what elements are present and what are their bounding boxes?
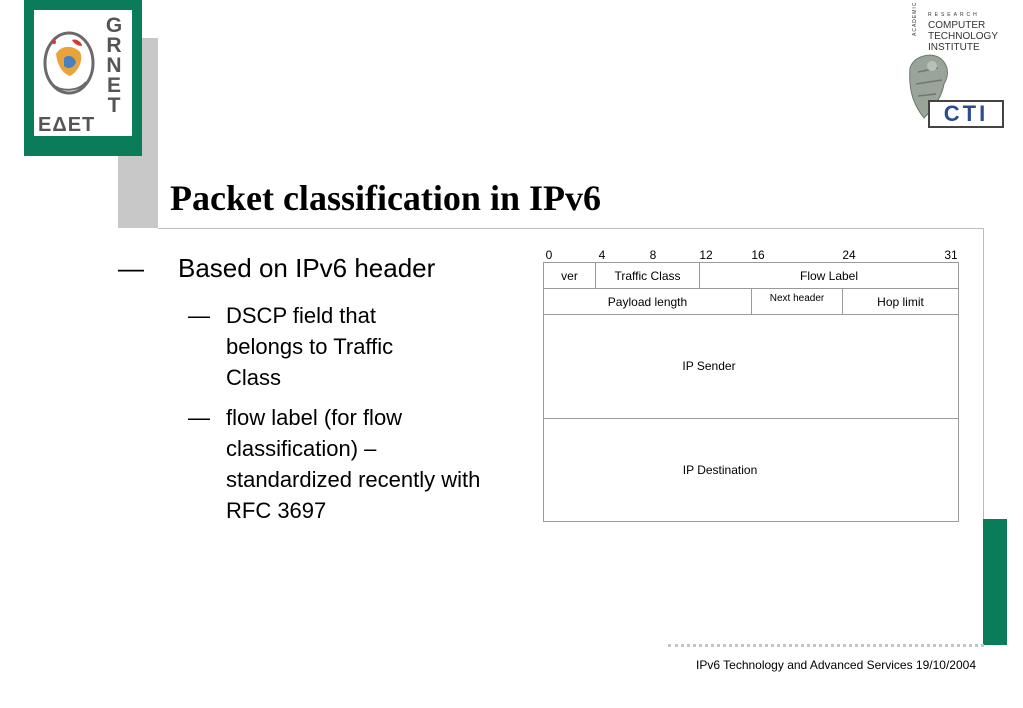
bit-label: 24: [842, 248, 856, 262]
bit-label: 4: [598, 248, 606, 262]
field-ip-destination: IP Destination: [682, 463, 758, 477]
field-flow-label: Flow Label: [799, 268, 859, 283]
page-title: Packet classification in IPv6: [170, 178, 601, 218]
globe-icon: [42, 24, 96, 102]
frame-right-line: [983, 228, 984, 520]
bit-label: 8: [649, 248, 657, 262]
cti-research-label: RESEARCH: [928, 12, 980, 18]
bullet-text: DSCP field that belongs to Traffic Class: [226, 303, 394, 390]
field-next-header: Next header: [769, 292, 825, 304]
grnet-letter: N: [106, 54, 122, 77]
ipv6-header-diagram: [543, 244, 959, 522]
cti-name-line: INSTITUTE: [928, 42, 980, 53]
grnet-letter: G: [105, 14, 123, 37]
grnet-letter: T: [107, 94, 121, 117]
bullet-dash: —: [118, 253, 144, 283]
grnet-logo-panel: [34, 10, 132, 136]
bullet-text: Based on IPv6 header: [178, 253, 436, 283]
field-traffic-class: Traffic Class: [614, 268, 681, 283]
grnet-logo: [24, 0, 142, 156]
bullet-dash: —: [188, 303, 210, 328]
bit-label: 31: [944, 248, 958, 262]
grnet-letter: R: [106, 34, 122, 57]
decorative-green-bar: [983, 519, 1007, 645]
header-table: [543, 262, 959, 522]
bullet-dash: —: [188, 405, 210, 430]
bit-label: 0: [545, 248, 553, 262]
frame-top-line: [158, 228, 984, 229]
grnet-letter: E: [106, 74, 121, 97]
footer-divider: [668, 644, 984, 647]
cti-logo: [904, 1, 1008, 132]
bit-label: 12: [699, 248, 713, 262]
cti-academic-label: ACADEMIC: [912, 1, 918, 36]
cti-name-line: TECHNOLOGY: [928, 31, 999, 42]
bit-label: 16: [751, 248, 765, 262]
field-hop-limit: Hop limit: [877, 294, 924, 309]
grnet-greek-wordmark: ΕΔΕΤ: [38, 114, 96, 136]
field-payload-length: Payload length: [607, 294, 688, 309]
cti-mark: [928, 100, 1004, 128]
cti-mark-text: CTI: [943, 101, 989, 126]
field-ver: ver: [561, 268, 578, 283]
footer-text: IPv6 Technology and Advanced Services 19/10/2004: [696, 658, 976, 672]
grnet-wordmark: [101, 16, 127, 116]
field-ip-sender: IP Sender: [682, 359, 736, 373]
bullet-text: flow label (for flow classification) – standardized recently with RFC 3697: [226, 405, 481, 523]
cti-name-line: COMPUTER: [928, 20, 986, 31]
